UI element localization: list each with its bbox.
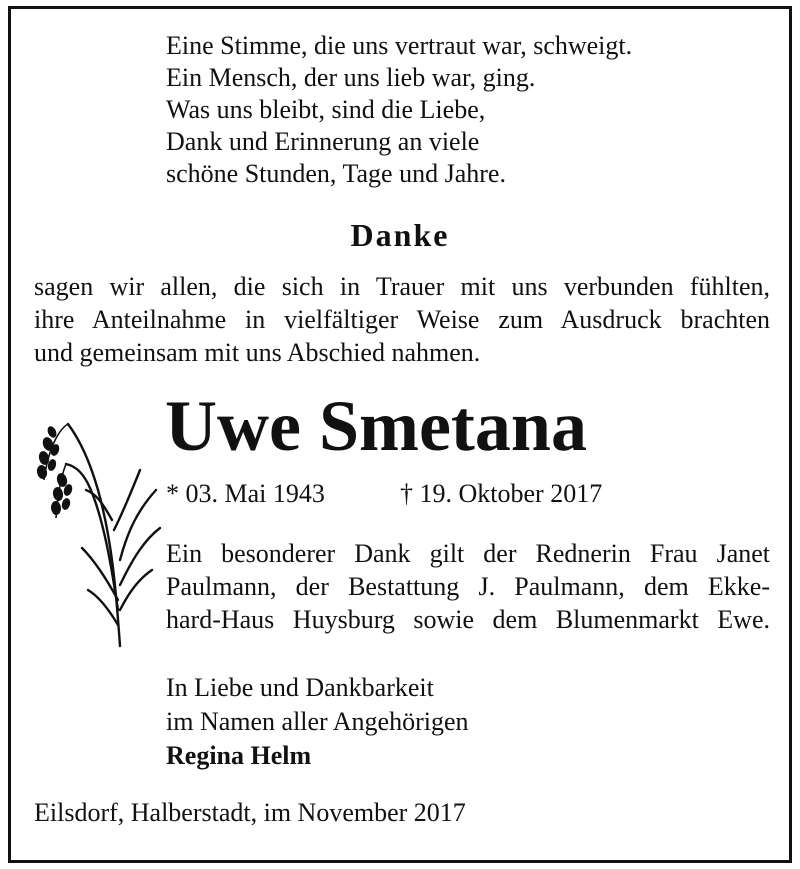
special-thanks-line: Paulmann, der Bestattung J. Paulmann, dem Ekke- bbox=[166, 572, 770, 601]
signature-line: im Namen aller Angehörigen bbox=[166, 707, 469, 736]
thanks-line: ihre Anteilnahme in vielfältiger Weise zum Ausdruck brachten bbox=[34, 305, 770, 334]
poem-line: schöne Stunden, Tage und Jahre. bbox=[166, 159, 506, 188]
special-thanks-paragraph bbox=[166, 537, 770, 636]
signature-block bbox=[166, 671, 469, 773]
poem-line: Was uns bleibt, sind die Liebe, bbox=[166, 95, 486, 124]
heading-danke: Danke bbox=[350, 217, 450, 253]
deceased-name: Uwe Smetana bbox=[165, 386, 587, 466]
poem bbox=[166, 30, 632, 190]
signature-line: In Liebe und Dankbarkeit bbox=[166, 673, 434, 702]
special-thanks-line: Ein besonderer Dank gilt der Rednerin Frau Janet bbox=[166, 539, 770, 568]
poem-line: Eine Stimme, die uns vertraut war, schweigt. bbox=[166, 31, 633, 60]
birth-date: * 03. Mai 1943 bbox=[166, 479, 325, 508]
thanks-line: sagen wir allen, die sich in Trauer mit uns verbunden fühlten, bbox=[34, 272, 770, 301]
place-and-date: Eilsdorf, Halberstadt, im November 2017 bbox=[34, 798, 466, 827]
wheat-icon bbox=[28, 410, 168, 650]
thanks-paragraph bbox=[34, 270, 770, 369]
poem-line: Ein Mensch, der uns lieb war, ging. bbox=[166, 63, 536, 92]
thanks-line: und gemeinsam mit uns Abschied nahmen. bbox=[34, 338, 481, 367]
death-date: † 19. Oktober 2017 bbox=[400, 479, 603, 508]
signer-name: Regina Helm bbox=[166, 741, 312, 770]
poem-line: Dank und Erinnerung an viele bbox=[166, 127, 480, 156]
special-thanks-line: hard-Haus Huysburg sowie dem Blumenmarkt Ewe. bbox=[166, 605, 770, 634]
